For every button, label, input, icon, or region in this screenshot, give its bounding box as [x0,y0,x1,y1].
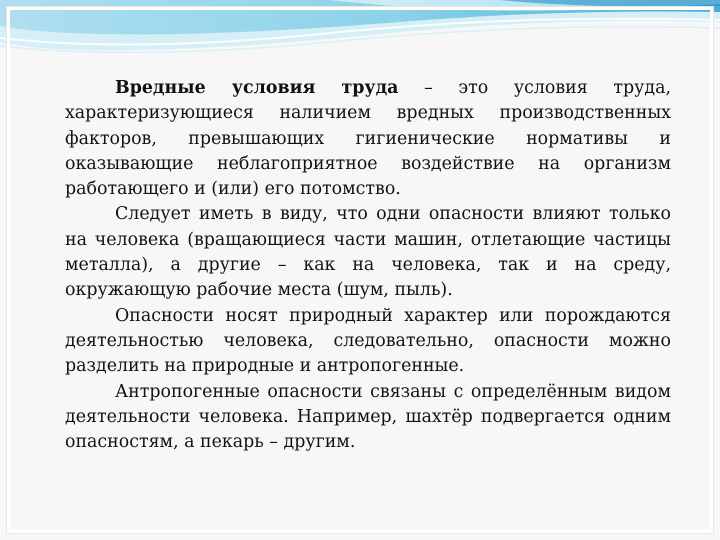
paragraph-definition [65,76,671,202]
paragraph-anthropogenic: Антропогенные опасности связаны с определённым видом деятельности человека. Например, шахтёр подвергается одним опасностям, а пекарь – другим. [65,381,671,453]
text-body [65,76,671,455]
term-harmful-conditions: Вредные условия труда [115,78,399,98]
paragraph-hazards-impact: Следует иметь в виду, что одни опасности влияют только на человека (вращающиеся части машин, отлетающие частицы металла), а другие – как на человека, так и на среду, окружающую рабочие места (шум, пыль). [65,204,671,301]
paragraph-hazards-origin: Опасности носят природный характер или порождаются деятельностью человека, следовательно, опасности можно разделить на природные и антропогенные. [65,305,671,377]
definition-text: – это условия труда, характеризующиеся наличием вредных производственных факторов, превышающих гигиенические нормативы и оказывающие неблагоприятное воздействие на организм работающего и (или) его потомство. [65,78,671,200]
